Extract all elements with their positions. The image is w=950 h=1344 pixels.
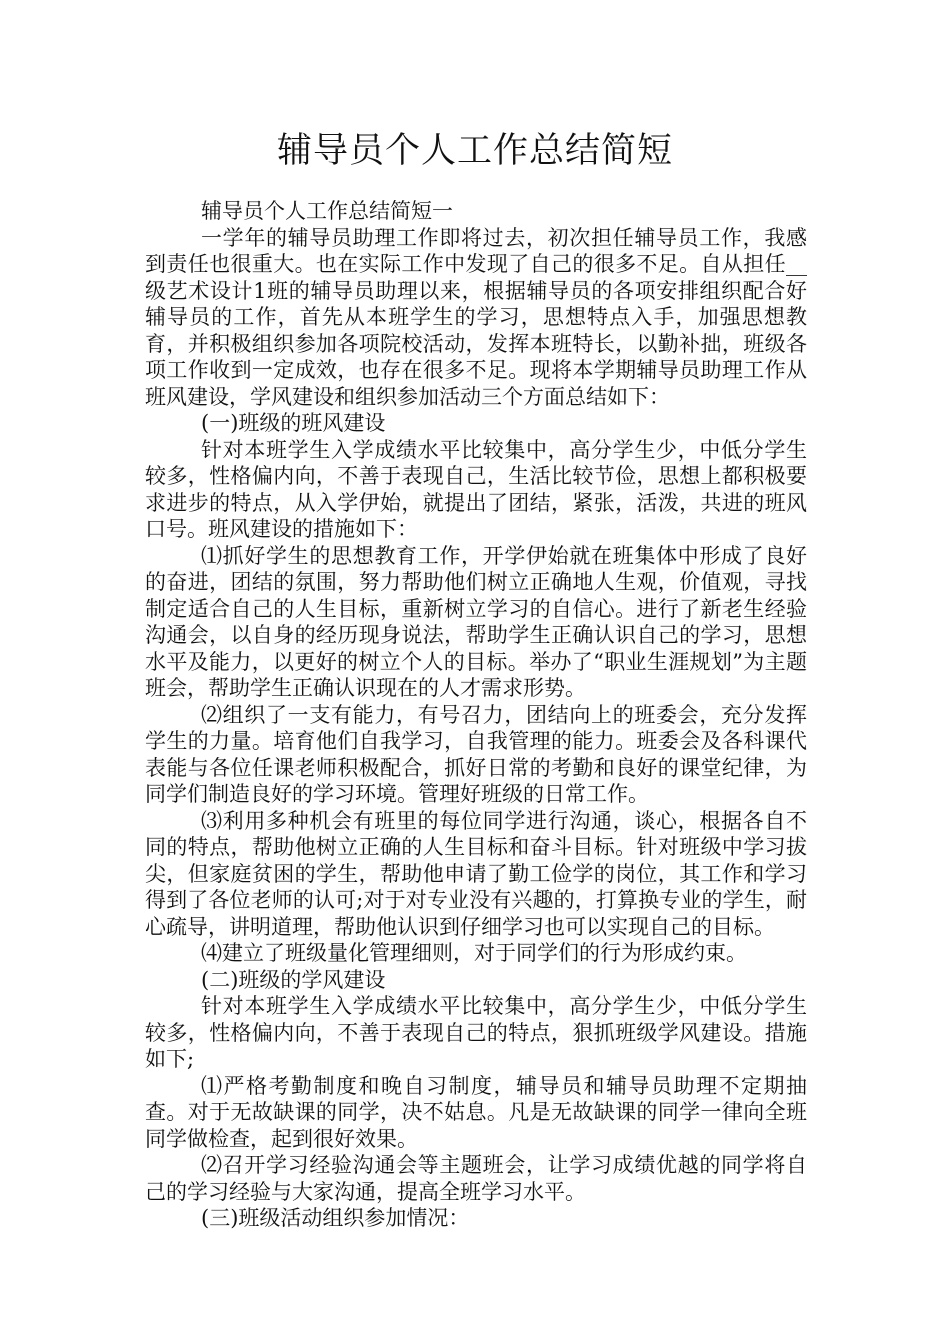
document-title: 辅导员个人工作总结简短 — [276, 131, 673, 171]
section2-intro-paragraph: 针对本班学生入学成绩水平比较集中，高分学生少，中低分学生较多，性格偏内向，不善于表现自己的特点，狠抓班级学风建设。措施如下; — [145, 994, 807, 1071]
document-body — [145, 198, 807, 1232]
section-heading-activities: (三)班级活动组织参加情况： — [201, 1206, 470, 1230]
section-heading-class-style: (一)班级的班风建设 — [201, 411, 386, 435]
section1-item-3: ⑶利用多种机会有班里的每位同学进行沟通，谈心，根据各自不同的特点，帮助他树立正确的人生目标和奋斗目标。针对班级中学习拔尖，但家庭贫困的学生，帮助他申请了勤工俭学的岗位，其工作和学习得到了各位老师的认可;对于对专业没有兴趣的，打算换专业的学生，耐心疏导，讲明道理，帮助他认识到仔细学习也可以实现自己的目标。 — [145, 808, 807, 939]
section2-item-1: ⑴严格考勤制度和晚自习制度，辅导员和辅导员助理不定期抽查。对于无故缺课的同学，决不姑息。凡是无故缺课的同学一律向全班同学做检查，起到很好效果。 — [145, 1073, 807, 1151]
section1-item-2: ⑵组织了一支有能力，有号召力，团结向上的班委会，充分发挥学生的力量。培育他们自我学习，自我管理的能力。班委会及各科课代表能与各位任课老师积极配合，抓好日常的考勤和良好的课堂纪律，为同学们制造良好的学习环境。管理好班级的日常工作。 — [145, 702, 807, 806]
section1-item-1: ⑴抓好学生的思想教育工作，开学伊始就在班集体中形成了良好的奋进，团结的氛围，努力帮助他们树立正确地人生观，价值观，寻找制定适合自己的人生目标，重新树立学习的自信心。进行了新老生经验沟通会，以自身的经历现身说法，帮助学生正确认识自己的学习，思想水平及能力，以更好的树立个人的目标。举办了“职业生涯规划”为主题班会，帮助学生正确认识现在的人才需求形势。 — [145, 543, 807, 700]
section-heading-study-style: (二)班级的学风建设 — [201, 967, 386, 992]
section2-item-2: ⑵召开学习经验沟通会等主题班会，让学习成绩优越的同学将自己的学习经验与大家沟通，提高全班学习水平。 — [145, 1153, 807, 1204]
section1-item-4: ⑷建立了班级量化管理细则，对于同学们的行为形成约束。 — [201, 941, 747, 965]
document-subtitle: 辅导员个人工作总结简短一 — [201, 199, 453, 223]
intro-paragraph: 一学年的辅导员助理工作即将过去，初次担任辅导员工作，我感到责任也很重大。也在实际工作中发现了自己的很多不足。自从担任__级艺术设计1班的辅导员助理以来，根据辅导员的各项安排组织配合好辅导员的工作，首先从本班学生的学习，思想特点入手，加强思想教育，并积极组织参加各项院校活动，发挥本班特长，以勤补拙，班级各项工作收到一定成效，也存在很多不足。现将本学期辅导员助理工作从班风建设，学风建设和组织参加活动三个方面总结如下： — [145, 225, 807, 409]
section1-intro-paragraph: 针对本班学生入学成绩水平比较集中，高分学生少，中低分学生较多，性格偏内向，不善于表现自己，生活比较节俭，思想上都积极要求进步的特点，从入学伊始，就提出了团结，紧张，活泼，共进的班风口号。班风建设的措施如下： — [145, 437, 807, 541]
